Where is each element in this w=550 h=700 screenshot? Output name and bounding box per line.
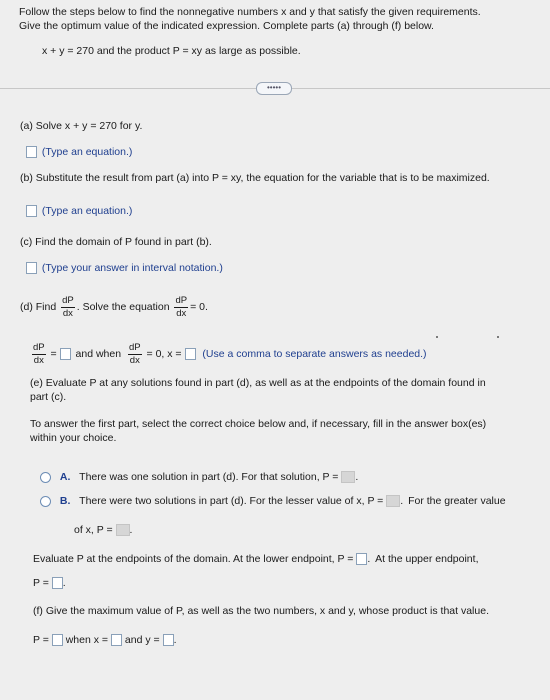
lower-endpoint-p-input[interactable]: [356, 553, 367, 565]
part-f-and-y-label: and y =: [124, 634, 160, 646]
part-c-answer-row: [26, 262, 223, 274]
part-d-prompt: [20, 296, 208, 318]
derivative-fraction: [61, 296, 75, 318]
max-x-input[interactable]: [111, 634, 122, 646]
endpoints-row-1: [33, 553, 479, 565]
choice-a-p-input[interactable]: [341, 471, 355, 483]
endpoints-period-1: .: [367, 553, 371, 565]
part-a-answer-row: [26, 146, 132, 158]
part-d-equals: =: [50, 347, 57, 360]
part-d-solve-label: . Solve the equation: [76, 300, 170, 313]
part-a-answer-input[interactable]: [26, 146, 37, 158]
derivative-denominator-3: dx: [33, 354, 44, 366]
part-d-eq-zero: = 0.: [190, 300, 208, 313]
choice-b-radio[interactable]: [40, 496, 51, 507]
derivative-denominator: dx: [62, 307, 73, 319]
part-c-prompt: (c) Find the domain of P found in part (b).: [20, 236, 212, 248]
part-b-answer-input[interactable]: [26, 205, 37, 217]
choice-b-row-2: [74, 524, 132, 536]
part-e-prompt-line-1: (e) Evaluate P at any solutions found in part (d), as well as at the endpoints of the domain found in: [30, 377, 486, 389]
choice-b-text-1: There were two solutions in part (d). For the lesser value of x, P =: [79, 495, 384, 507]
derivative-denominator-4: dx: [129, 354, 140, 366]
part-d-hint: (Use a comma to separate answers as needed.): [202, 347, 427, 360]
choice-b-text-2: For the greater value: [408, 495, 506, 507]
part-f-when-x-label: when x =: [65, 634, 109, 646]
upper-endpoint-p-input[interactable]: [52, 577, 63, 589]
choice-b-letter: B.: [59, 495, 71, 507]
derivative-numerator-3: dP: [33, 342, 45, 353]
choice-a-text: There was one solution in part (d). For that solution, P =: [79, 471, 339, 483]
expand-button[interactable]: •••••: [256, 82, 292, 95]
part-d-eq0x: = 0, x =: [146, 347, 182, 360]
part-d-and-when: and when: [75, 347, 122, 360]
instructions-line-2: Give the optimum value of the indicated expression. Complete parts (a) through (f) below.: [19, 20, 434, 32]
choice-a-row[interactable]: [40, 471, 358, 483]
decorative-dot-2: [497, 336, 499, 338]
max-y-input[interactable]: [163, 634, 174, 646]
part-e-instructions-1: To answer the first part, select the correct choice below and, if necessary, fill in the answer box(es): [30, 418, 487, 430]
choice-b-row[interactable]: [40, 495, 506, 507]
critical-x-input[interactable]: [185, 348, 196, 360]
choice-b-text-3: of x, P =: [74, 524, 113, 536]
part-d-find-label: (d) Find: [20, 300, 57, 313]
endpoints-text-3: P =: [33, 577, 49, 589]
derivative-numerator-2: dP: [175, 295, 188, 306]
derivative-answer-input[interactable]: [60, 348, 71, 360]
part-f-period: .: [173, 634, 177, 646]
endpoints-text-1: Evaluate P at the endpoints of the domain. At the lower endpoint, P =: [33, 553, 354, 565]
choice-b-greater-p-input[interactable]: [116, 524, 130, 536]
derivative-fraction-2: [174, 296, 188, 318]
instructions-line-1: Follow the steps below to find the nonnegative numbers x and y that satisfy the given requirements.: [19, 6, 481, 18]
max-p-input[interactable]: [52, 634, 63, 646]
choice-a-letter: A.: [59, 471, 71, 483]
part-f-prompt: (f) Give the maximum value of P, as well as the two numbers, x and y, whose product is that value.: [33, 605, 489, 617]
part-d-answer-row: [30, 343, 427, 365]
part-a-prompt: (a) Solve x + y = 270 for y.: [20, 120, 143, 132]
part-f-answer-row: [33, 634, 176, 646]
part-e-instructions-2: within your choice.: [30, 432, 117, 444]
decorative-dot: [436, 336, 438, 338]
derivative-fraction-3: [32, 343, 46, 365]
choice-b-period-1: .: [400, 495, 404, 507]
choice-b-period-2: .: [129, 524, 133, 536]
part-a-hint: (Type an equation.): [41, 146, 133, 158]
part-f-p-label: P =: [33, 634, 49, 646]
part-b-hint: (Type an equation.): [41, 205, 133, 217]
problem-statement: x + y = 270 and the product P = xy as large as possible.: [42, 45, 301, 57]
part-c-answer-input[interactable]: [26, 262, 37, 274]
derivative-numerator-4: dP: [129, 342, 141, 353]
choice-a-period: .: [355, 471, 359, 483]
choice-a-radio[interactable]: [40, 472, 51, 483]
part-c-hint: (Type your answer in interval notation.): [41, 262, 223, 274]
part-b-prompt: (b) Substitute the result from part (a) into P = xy, the equation for the variable that is to be maximized.: [20, 172, 490, 184]
derivative-fraction-4: [128, 343, 142, 365]
endpoints-text-2: At the upper endpoint,: [375, 553, 479, 565]
derivative-numerator: dP: [62, 295, 74, 306]
endpoints-period-2: .: [62, 577, 66, 589]
derivative-denominator-2: dx: [176, 307, 187, 319]
part-b-answer-row: [26, 205, 132, 217]
part-e-prompt-line-2: part (c).: [30, 391, 67, 403]
choice-b-lesser-p-input[interactable]: [386, 495, 400, 507]
endpoints-row-2: [33, 577, 66, 589]
